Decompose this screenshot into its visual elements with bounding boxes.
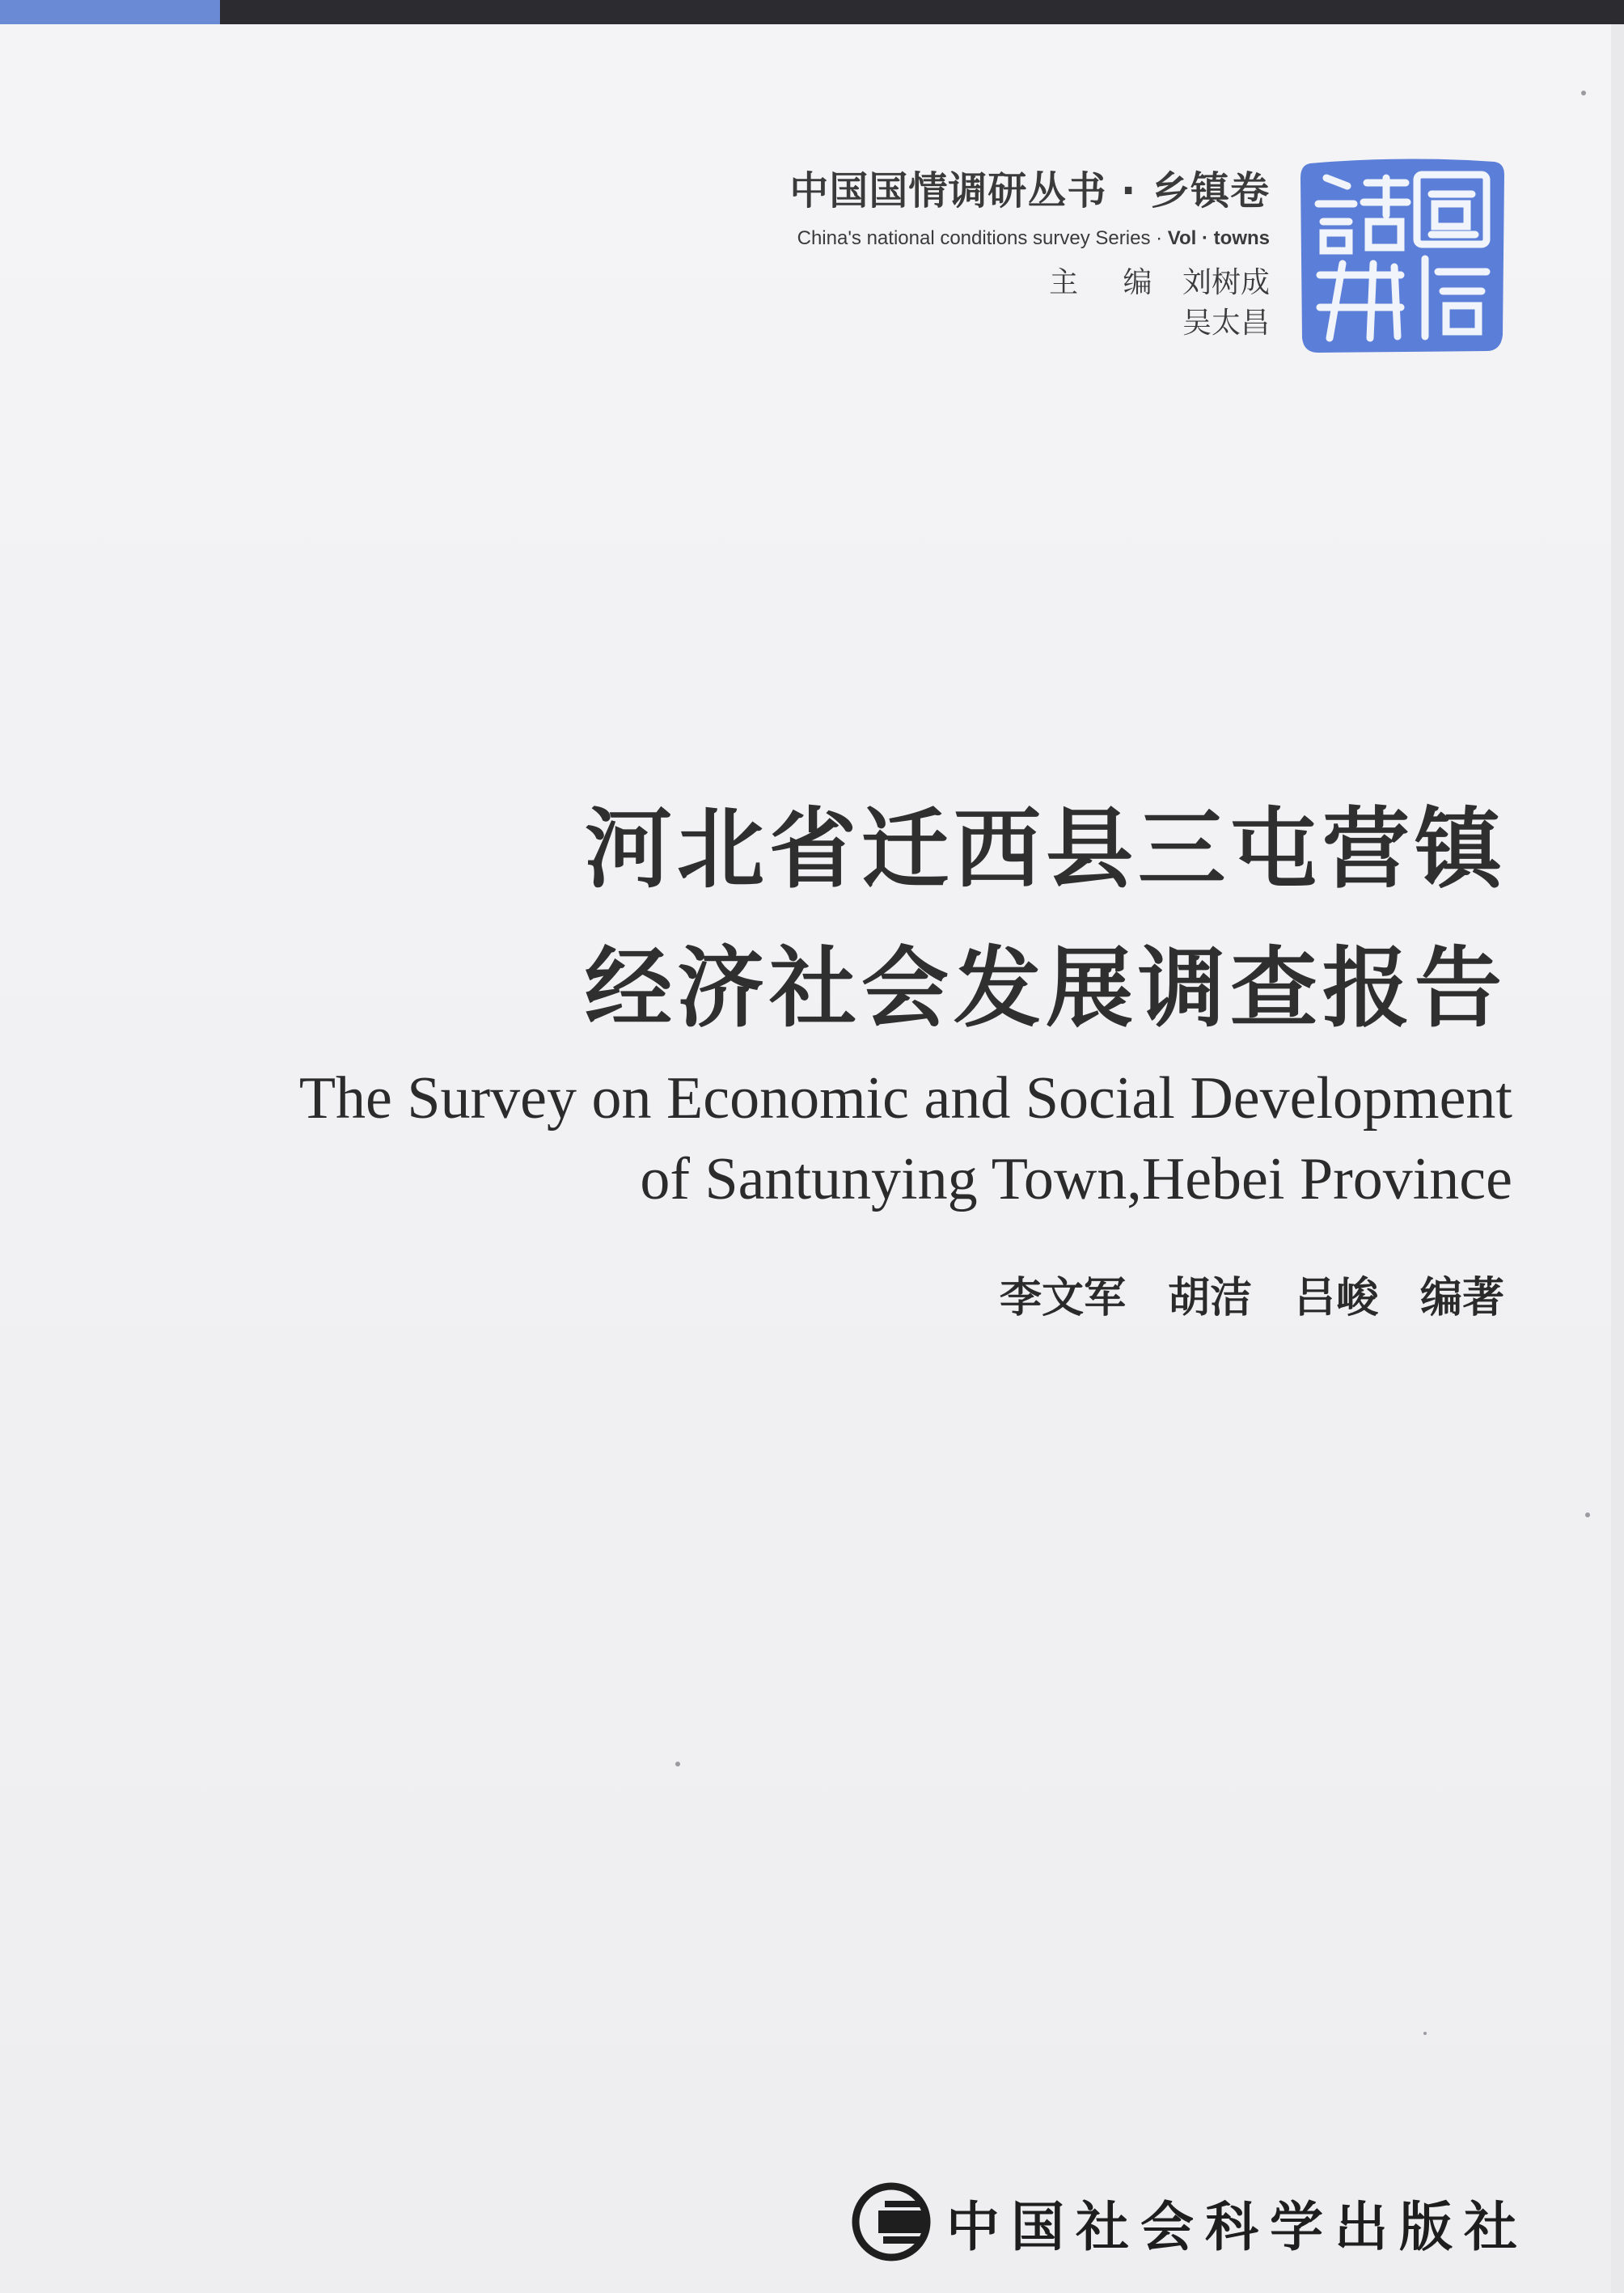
title-en-line-1: The Survey on Economic and Social Development	[298, 1065, 1512, 1132]
title-cn-line-1: 河北省迁西县三屯营镇	[584, 798, 1507, 900]
series-english	[789, 224, 1270, 253]
print-speck	[675, 1762, 680, 1766]
series-title: 中国国情调研丛书 · 乡镇卷	[789, 168, 1270, 214]
main-title-english	[299, 1058, 1512, 1220]
top-bar	[220, 0, 1624, 24]
author-2: 胡洁	[1167, 1274, 1252, 1322]
main-title-chinese	[585, 772, 1507, 1065]
print-speck	[1423, 2032, 1427, 2035]
author-1: 李文军	[999, 1274, 1126, 1322]
publisher-logo-icon	[849, 2180, 933, 2264]
series-english-volume: Vol · towns	[1167, 227, 1270, 249]
seal-icon	[1296, 154, 1509, 357]
title-en-line-2: of Santunying Town,Hebei Province	[640, 1146, 1512, 1212]
publisher-name: 中国社会科学出版社	[946, 2194, 1529, 2258]
top-bar-accent	[0, 0, 220, 24]
cover-edge	[1611, 24, 1624, 2293]
series-info	[789, 166, 1270, 344]
author-3: 吕峻	[1293, 1274, 1378, 1322]
chief-editor-2: 吴太昌	[1182, 307, 1270, 340]
print-speck	[1585, 1512, 1590, 1517]
series-english-prefix: China's national conditions survey Series ·	[797, 227, 1168, 249]
print-speck	[1581, 91, 1586, 95]
authors	[1000, 1266, 1504, 1331]
chief-editor-1: 刘树成	[1182, 266, 1270, 299]
author-role: 编著	[1419, 1274, 1504, 1322]
title-cn-line-2: 经济社会发展调查报告	[584, 937, 1507, 1039]
publisher	[849, 2177, 1529, 2266]
chief-editor-label: 主 编	[1049, 266, 1170, 299]
chief-editor-line	[789, 263, 1270, 303]
